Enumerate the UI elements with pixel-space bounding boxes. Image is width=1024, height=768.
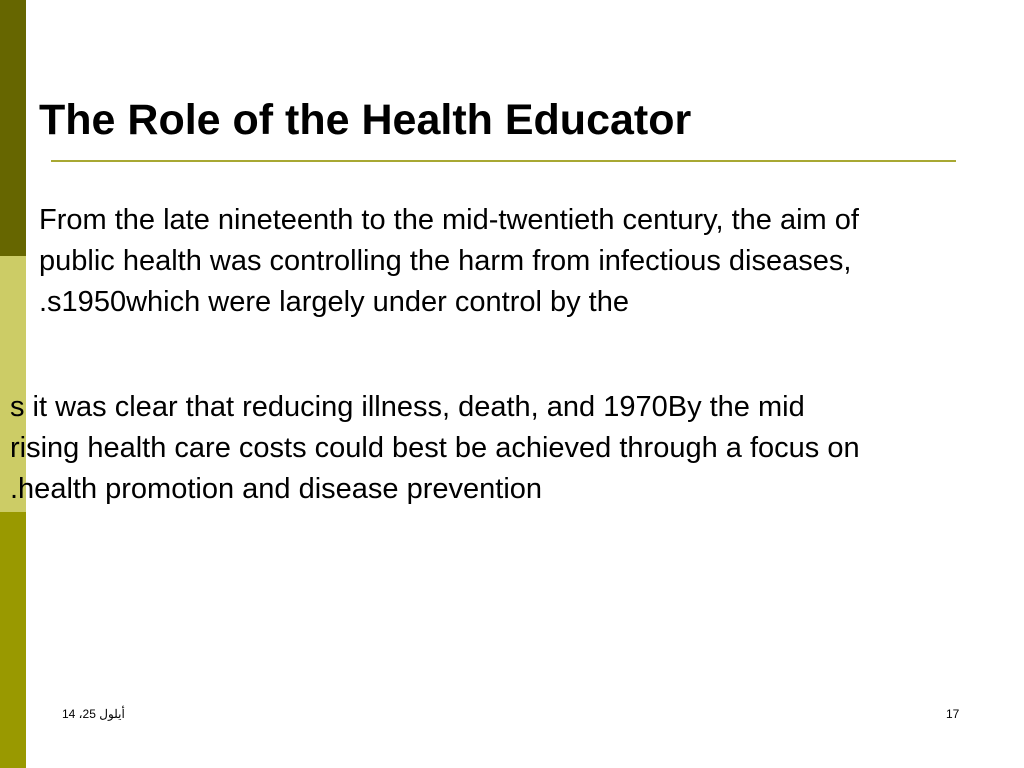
footer-date: 14 ،25 أيلول: [62, 707, 125, 721]
side-bar-bottom: [0, 512, 26, 768]
paragraph-1-line-1: From the late nineteenth to the mid-twentieth century, the aim of: [39, 204, 859, 236]
side-bar-top: [0, 0, 26, 256]
slide-number: 17: [946, 707, 960, 721]
body-paragraph-1: [39, 200, 859, 323]
body-paragraph-2: [10, 387, 860, 510]
paragraph-2-line-3: .health promotion and disease prevention: [10, 473, 543, 505]
paragraph-2-line-2: rising health care costs could best be achieved through a focus on: [10, 432, 860, 464]
paragraph-1-line-2: public health was controlling the harm from infectious diseases,: [39, 245, 852, 277]
paragraph-1-line-3: .s1950which were largely under control by the: [39, 286, 629, 318]
paragraph-2-line-1: s it was clear that reducing illness, death, and 1970By the mid: [10, 391, 805, 423]
slide-title: The Role of the Health Educator: [39, 96, 692, 144]
title-underline: [51, 160, 956, 162]
